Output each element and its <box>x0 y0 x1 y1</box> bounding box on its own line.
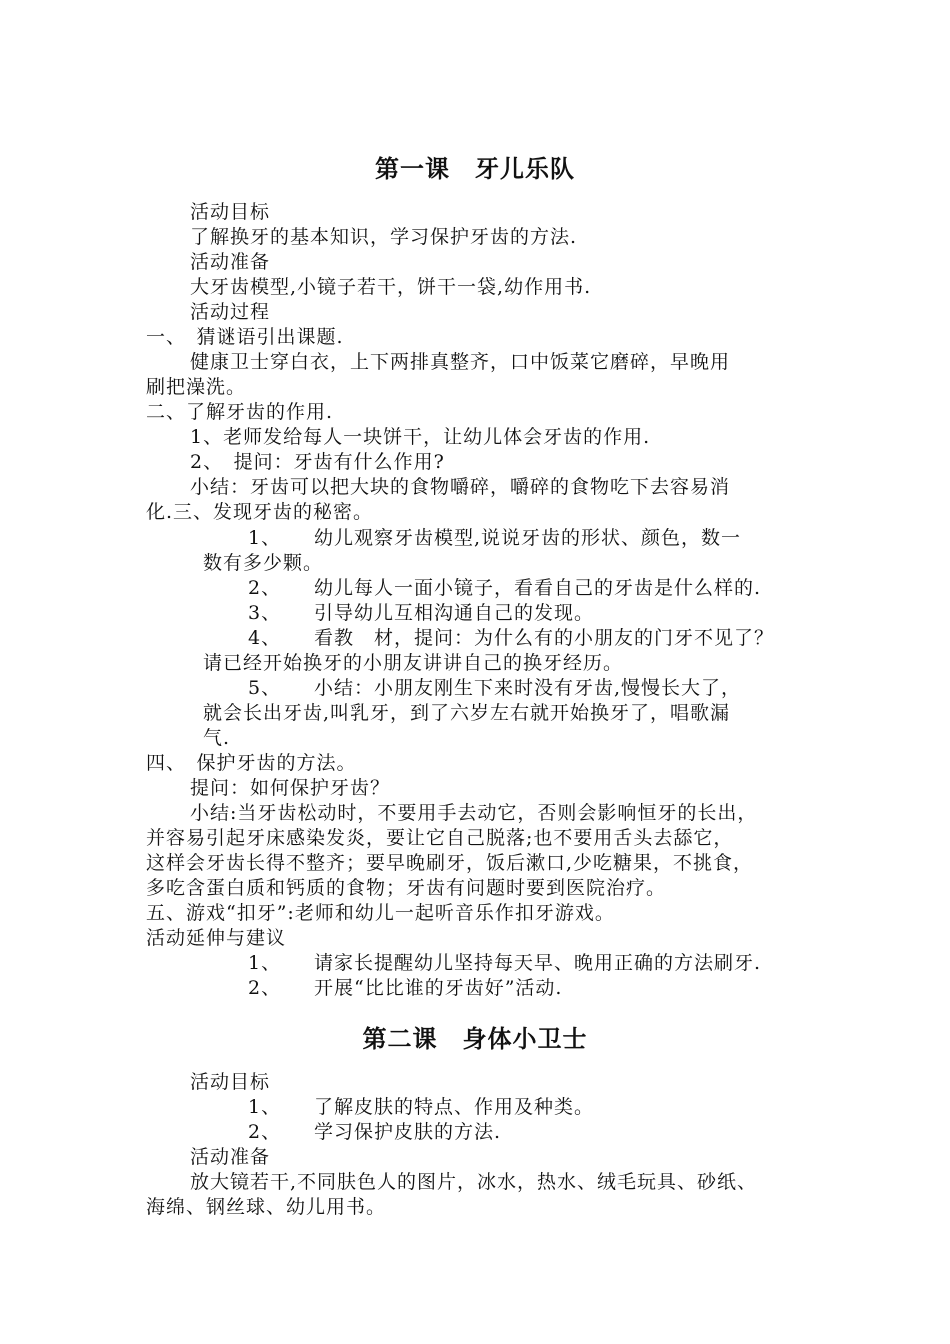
lesson1-prep-heading: 活动准备 <box>190 251 271 273</box>
section1-heading: 一、 猜谜语引出课题. <box>146 326 344 348</box>
section4-question: 提问：如何保护牙齿？ <box>190 777 391 799</box>
section3-item5-line1 <box>248 676 741 700</box>
lesson2-prep-heading: 活动准备 <box>190 1146 271 1168</box>
item-text: 引导幼儿互相沟通自己的发现。 <box>314 602 595 624</box>
item-number: 1、 <box>248 1096 282 1118</box>
item-text: 开展“比比谁的牙齿好”活动. <box>314 977 563 999</box>
section2-item1: 1、老师发给每人一块饼干，让幼儿体会牙齿的作用. <box>190 426 651 448</box>
section2-summary-line2: 化.三、发现牙齿的秘密。 <box>146 501 374 523</box>
extension-item2 <box>248 976 562 1000</box>
section3-item1-line1 <box>248 526 741 550</box>
item-text: 幼儿每人一面小镜子，看看自己的牙齿是什么样的. <box>314 577 762 599</box>
section2-summary-line1: 小结：牙齿可以把大块的食物嚼碎，嚼碎的食物吃下去容易消 <box>190 476 731 498</box>
section1-riddle-line1: 健康卫士穿白衣，上下两排真整齐，口中饭菜它磨碎，早晚用 <box>190 351 731 373</box>
lesson1-title: 第一课 牙儿乐队 <box>375 155 575 183</box>
item-text: 小结：小朋友刚生下来时没有牙齿,慢慢长大了， <box>314 677 742 699</box>
item-text: 看教 材，提问：为什么有的小朋友的门牙不见了？ <box>314 627 775 649</box>
lesson1-process-heading: 活动过程 <box>190 301 271 323</box>
lesson1-prep: 大牙齿模型,小镜子若干，饼干一袋,幼作用书. <box>190 276 592 298</box>
item-text: 了解皮肤的特点、作用及种类。 <box>314 1096 595 1118</box>
lesson2-prep-line1: 放大镜若干,不同肤色人的图片，冰水，热水、绒毛玩具、砂纸、 <box>190 1171 758 1193</box>
item-text: 幼儿观察牙齿模型,说说牙齿的形状、颜色，数一 <box>314 527 742 549</box>
lesson1-goal-heading: 活动目标 <box>190 201 271 223</box>
section3-item5-line3: 气. <box>203 727 231 749</box>
item-number: 4、 <box>248 627 282 649</box>
item-number: 3、 <box>248 602 282 624</box>
section4-heading: 四、 保护牙齿的方法。 <box>146 752 357 774</box>
section2-heading: 二、了解牙齿的作用. <box>146 401 334 423</box>
extension-item1 <box>248 951 761 975</box>
item-number: 2、 <box>248 1121 282 1143</box>
item-number: 2、 <box>248 977 282 999</box>
section1-riddle-line2: 刷把澡洗。 <box>146 376 247 398</box>
section3-item3 <box>248 601 594 625</box>
item-number: 5、 <box>248 677 282 699</box>
lesson2-prep-line2: 海绵、钢丝球、幼儿用书。 <box>146 1196 387 1218</box>
section4-summary-line3: 这样会牙齿长得不整齐；要早晚刷牙，饭后漱口,少吃糖果，不挑食， <box>146 852 754 874</box>
lesson2-goal-item1 <box>248 1095 594 1119</box>
item-text: 请家长提醒幼儿坚持每天早、晚用正确的方法刷牙. <box>314 952 762 974</box>
lesson1-goal: 了解换牙的基本知识，学习保护牙齿的方法. <box>190 226 578 248</box>
lesson2-title: 第二课 身体小卫士 <box>362 1025 588 1053</box>
item-text: 学习保护皮肤的方法. <box>314 1121 502 1143</box>
section5: 五、游戏“扣牙”:老师和幼儿一起听音乐作扣牙游戏。 <box>146 902 615 924</box>
section4-summary-line2: 并容易引起牙床感染发炎，要让它自己脱落;也不要用舌头去舔它， <box>146 827 734 849</box>
lesson2-goal-item2 <box>248 1120 501 1144</box>
section3-item5-line2: 就会长出牙齿,叫乳牙，到了六岁左右就开始换牙了，唱歌漏 <box>203 702 731 724</box>
lesson2-goal-heading: 活动目标 <box>190 1071 271 1093</box>
section3-item4-line2: 请已经开始换牙的小朋友讲讲自己的换牙经历。 <box>203 652 624 674</box>
section2-item2: 2、 提问：牙齿有什么作用? <box>190 451 445 473</box>
item-number: 1、 <box>248 952 282 974</box>
item-number: 1、 <box>248 527 282 549</box>
section4-summary-line4: 多吃含蛋白质和钙质的食物；牙齿有问题时要到医院治疗。 <box>146 877 667 899</box>
section4-summary-line1: 小结:当牙齿松动时，不要用手去动它，否则会影响恒牙的长出， <box>190 802 758 824</box>
section3-item2 <box>248 576 761 600</box>
extension-heading: 活动延伸与建议 <box>146 927 287 949</box>
section3-item1-line2: 数有多少颗。 <box>203 552 324 574</box>
item-number: 2、 <box>248 577 282 599</box>
section3-item4-line1 <box>248 626 774 650</box>
